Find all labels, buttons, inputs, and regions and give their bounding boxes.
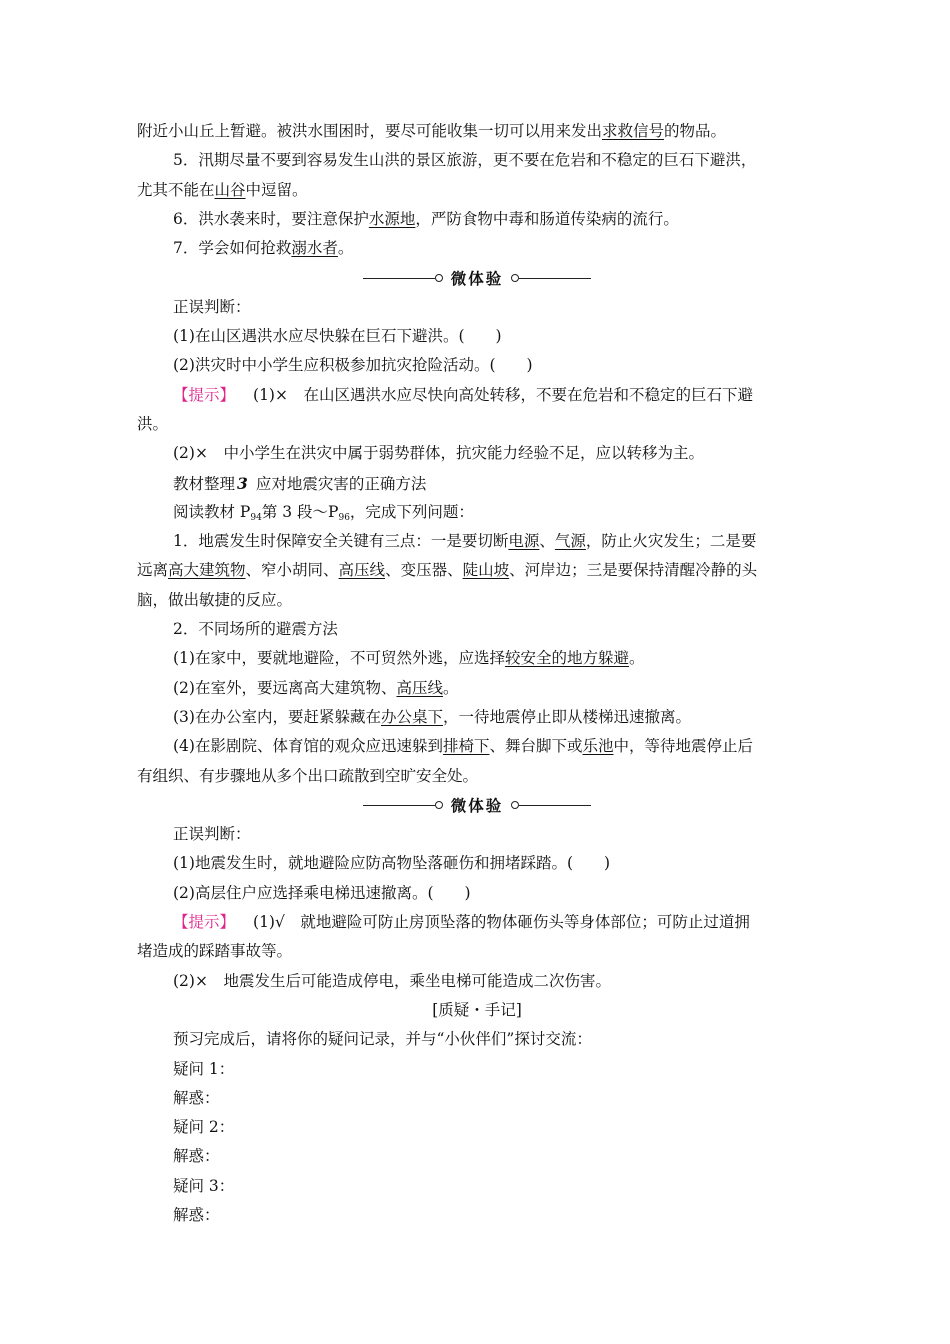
answer-blank: 气源 — [554, 532, 586, 551]
answer-blank: 办公桌下 — [380, 707, 443, 726]
answer-blank: 高压线 — [338, 561, 386, 580]
answer-blank: 求救信号 — [602, 122, 665, 140]
flood-line-4 — [137, 205, 817, 234]
answer-blank: 陡山坡 — [462, 561, 510, 580]
answer-blank: 高压线 — [396, 678, 443, 697]
hint-line-2: (2)× 中小学生在洪灾中属于弱势群体，抗灾能力经验不足，应以转移为主。 — [173, 444, 704, 463]
answer-blank: 溺水者 — [291, 239, 338, 258]
quake-point-1-cont — [137, 556, 817, 585]
text: (1)√ 就地避险可防止房顶坠落的物体砸伤头等身体部位；可防止过道拥 — [253, 913, 750, 932]
hint-tag: 【提示】 — [173, 913, 236, 932]
banner-title: 微体验 — [450, 269, 504, 289]
hint-line-1 — [137, 908, 817, 937]
answer-blank: 高大建筑物 — [168, 561, 246, 580]
hint-tag: 【提示】 — [173, 385, 236, 404]
hint-line-2: (2)× 地震发生后可能造成停电，乘坐电梯可能造成二次伤害。 — [173, 971, 611, 990]
reading-instruction — [137, 498, 817, 527]
quake-place-office — [137, 703, 817, 732]
text: ，一待地震停止即从楼梯迅速撤离。 — [442, 707, 691, 726]
text: 、舞台脚下或 — [489, 737, 583, 756]
answer-label-3: 解惑： — [173, 1205, 220, 1224]
hint-line-1-cont: 堵造成的踩踏事故等。 — [137, 942, 293, 961]
hint-line-1-cont: 洪。 — [137, 414, 169, 433]
judge-label: 正误判断： — [173, 825, 251, 844]
text: 中逗留。 — [245, 180, 308, 199]
text: 阅读教材 P — [173, 502, 251, 521]
banner-rule-left — [363, 805, 435, 806]
text: 教材整理 — [173, 474, 236, 493]
text: 。 — [442, 678, 459, 697]
answer-blank: 水源地 — [368, 209, 416, 228]
text: 尤其不能在 — [137, 180, 215, 199]
banner-dot-right — [511, 801, 519, 809]
banner-dot-left — [435, 274, 443, 282]
quake-point-1 — [137, 527, 817, 556]
text: (2)在室外，要远离高大建筑物、 — [173, 678, 397, 697]
notes-title: [质疑・手记] — [432, 1000, 522, 1019]
quake-place-outdoor — [137, 674, 817, 703]
section-banner — [137, 263, 817, 292]
flood-line-1 — [137, 117, 817, 146]
text: 远离 — [137, 561, 169, 580]
text: 、河岸边；三是要保持清醒冷静的头 — [509, 561, 758, 580]
text: 附近小山丘上暂避。被洪水围困时，要尽可能收集一切可以用来发出 — [137, 122, 603, 140]
answer-blank: 排椅下 — [442, 737, 490, 756]
text: ，完成下列问题： — [349, 502, 474, 521]
banner-rule-left — [363, 278, 435, 279]
quake-place-home — [137, 644, 817, 673]
judge-question-2: (2)洪灾时中小学生应积极参加抗灾抢险活动。( ) — [173, 356, 533, 375]
quake-point-1-end: 脑，做出敏捷的反应。 — [137, 590, 293, 609]
text: (1)在家中，要就地避险，不可贸然外逃，应选择 — [173, 649, 505, 668]
flood-line-3 — [137, 176, 817, 205]
answer-label-2: 解惑： — [173, 1147, 220, 1166]
banner-rule-right — [519, 805, 591, 806]
question-label-2: 疑问 2： — [173, 1118, 235, 1137]
page-subscript: 94 — [250, 512, 262, 523]
answer-blank: 电源 — [508, 532, 540, 551]
judge-label: 正误判断： — [173, 297, 251, 316]
section-banner — [137, 791, 817, 820]
text: 7．学会如何抢救 — [173, 239, 292, 258]
document-page — [137, 117, 817, 1230]
text: (1)× 在山区遇洪水应尽快向高处转移，不要在危岩和不稳定的巨石下避 — [253, 385, 753, 404]
text: 1．地震发生时保障安全关键有三点：一是要切断 — [173, 532, 509, 551]
flood-line-2: 5．汛期尽量不要到容易发生山洪的景区旅游，更不要在危岩和不稳定的巨石下避洪， — [173, 151, 757, 170]
question-label-3: 疑问 3： — [173, 1176, 235, 1195]
text: ，防止火灾发生；二是要 — [585, 532, 757, 551]
section-number: 3 — [237, 473, 248, 493]
text: (4)在影剧院、体育馆的观众应迅速躲到 — [173, 737, 443, 756]
text: 中，等待地震停止后 — [613, 737, 754, 756]
answer-blank: 山谷 — [214, 180, 246, 199]
banner-dot-right — [511, 274, 519, 282]
text: 6．洪水袭来时，要注意保护 — [173, 209, 369, 228]
text: 、窄小胡同、 — [245, 561, 339, 580]
text: 应对地震灾害的正确方法 — [255, 474, 427, 493]
banner-rule-right — [519, 278, 591, 279]
text: ，严防食物中毒和肠道传染病的流行。 — [415, 209, 679, 228]
hint-line-1 — [137, 381, 817, 410]
answer-blank: 较安全的地方躲避 — [504, 649, 629, 668]
text: 。 — [628, 649, 645, 668]
answer-blank: 乐池 — [582, 737, 614, 756]
text: 第 3 段～P — [261, 502, 339, 521]
judge-question-2: (2)高层住户应选择乘电梯迅速撤离。( ) — [173, 883, 471, 902]
section-heading — [137, 469, 817, 498]
text: 的物品。 — [664, 122, 727, 140]
flood-line-5 — [137, 234, 817, 263]
answer-label-1: 解惑： — [173, 1088, 220, 1107]
text: (3)在办公室内，要赶紧躲藏在 — [173, 707, 381, 726]
question-label-1: 疑问 1： — [173, 1059, 235, 1078]
banner-dot-left — [435, 801, 443, 809]
notes-intro: 预习完成后，请将你的疑问记录，并与“小伙伴们”探讨交流： — [173, 1030, 592, 1049]
judge-question-1: (1)地震发生时，就地避险应防高物坠落砸伤和拥堵踩踏。( ) — [173, 854, 611, 873]
judge-question-1: (1)在山区遇洪水应尽快躲在巨石下避洪。( ) — [173, 327, 502, 346]
page-subscript: 96 — [338, 512, 350, 523]
banner-title: 微体验 — [450, 796, 504, 816]
quake-place-theater — [137, 732, 817, 761]
text: 、 — [539, 532, 555, 551]
quake-point-2: 2．不同场所的避震方法 — [173, 620, 338, 639]
quake-place-theater-cont: 有组织、有步骤地从多个出口疏散到空旷安全处。 — [137, 766, 479, 785]
text: 。 — [337, 239, 354, 258]
text: 、变压器、 — [385, 561, 463, 580]
